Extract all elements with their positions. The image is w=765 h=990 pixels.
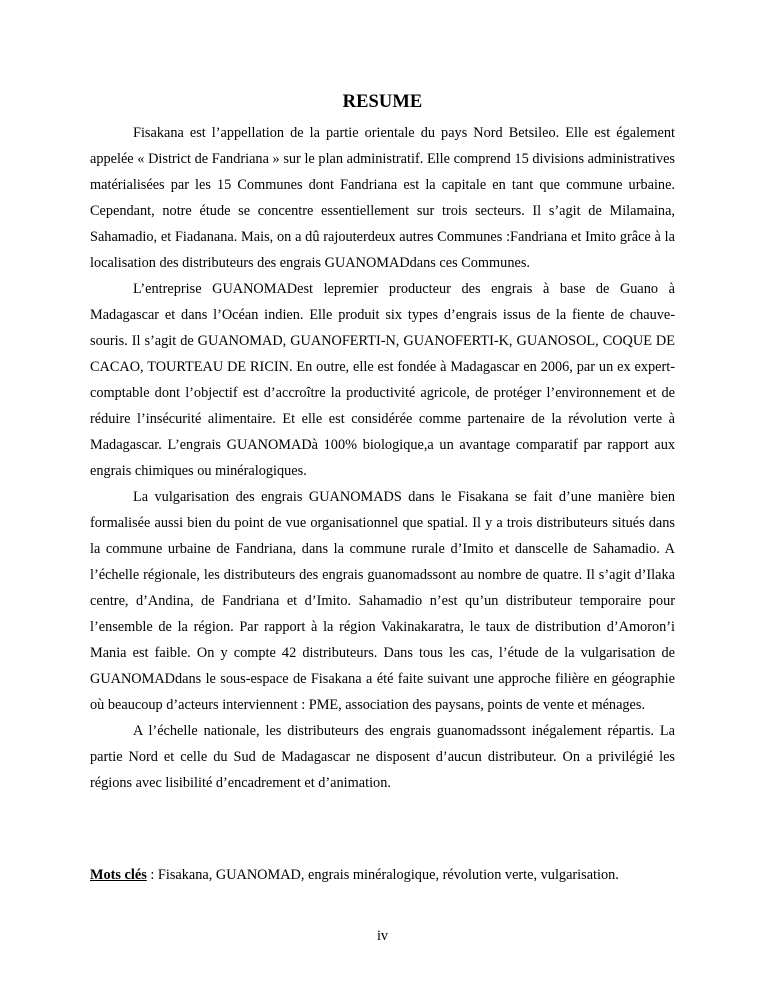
summary-body xyxy=(90,120,675,796)
page-title: RESUME xyxy=(342,92,423,112)
paragraph-3: La vulgarisation des engrais GUANOMADS dans le Fisakana se fait d’une manière bien formalisée aussi bien du point de vue organisationnel que spatial. Il y a trois distributeurs situés dans la commune urbaine de Fandriana, dans la commune rurale d’Imito et danscelle de Sahamadio. A l’échelle régionale, les distributeurs des engrais guanomadssont au nombre de quatre. Il s’agit d’Ilaka centre, d’Andina, de Fandriana et d’Imito. Sahamadio n’est qu’un distributeur temporaire pour l’ensemble de la région. Par rapport à la région Vakinakaratra, le taux de distribution d’Amoron’i Mania est faible. On y compte 42 distributeurs. Dans tous les cas, l’étude de la vulgarisation de GUANOMADdans le sous-espace de Fisakana a été faite suivant une approche filière en géographie où beaucoup d’acteurs interviennent : PME, association des paysans, points de vente et ménages. xyxy=(90,489,675,713)
keywords-line xyxy=(90,862,675,888)
page-number: iv xyxy=(376,928,389,944)
paragraph-2: L’entreprise GUANOMADest lepremier producteur des engrais à base de Guano à Madagascar et dans l’Océan indien. Elle produit six types d’engrais issus de la fiente de chauve-souris. Il s’agit de GUANOMAD, GUANOFERTI-N, GUANOFERTI-K, GUANOSOL, COQUE DE CACAO, TOURTEAU DE RICIN. En outre, elle est fondée à Madagascar en 2006, par un ex expert-comptable dont l’objectif est d’accroître la productivité agricole, de protéger l’environnement et de réduire l’insécurité alimentaire. Et elle est considérée comme partenaire de la révolution verte à Madagascar. L’engrais GUANOMADà 100% biologique,a un avantage comparatif par rapport aux engrais chimiques ou minéralogiques. xyxy=(90,281,675,479)
keywords-label: Mots clés xyxy=(90,867,147,883)
paragraph-4: A l’échelle nationale, les distributeurs des engrais guanomadssont inégalement répartis. La partie Nord et celle du Sud de Madagascar ne disposent d’aucun distributeur. On a privilégié les régions avec lisibilité d’encadrement et d’animation. xyxy=(90,723,675,791)
paragraph-1: Fisakana est l’appellation de la partie orientale du pays Nord Betsileo. Elle est également appelée « District de Fandriana » sur le plan administratif. Elle comprend 15 divisions administratives matérialisées par les 15 Communes dont Fandriana est la capitale en tant que commune urbaine. Cependant, notre étude se concentre essentiellement sur trois secteurs. Il s’agit de Milamaina, Sahamadio, et Fiadanana. Mais, on a dû rajouterdeux autres Communes :Fandriana et Imito grâce à la localisation des distributeurs des engrais GUANOMADdans ces Communes. xyxy=(90,125,675,271)
keywords-text: : Fisakana, GUANOMAD, engrais minéralogique, révolution verte, vulgarisation. xyxy=(146,867,619,883)
